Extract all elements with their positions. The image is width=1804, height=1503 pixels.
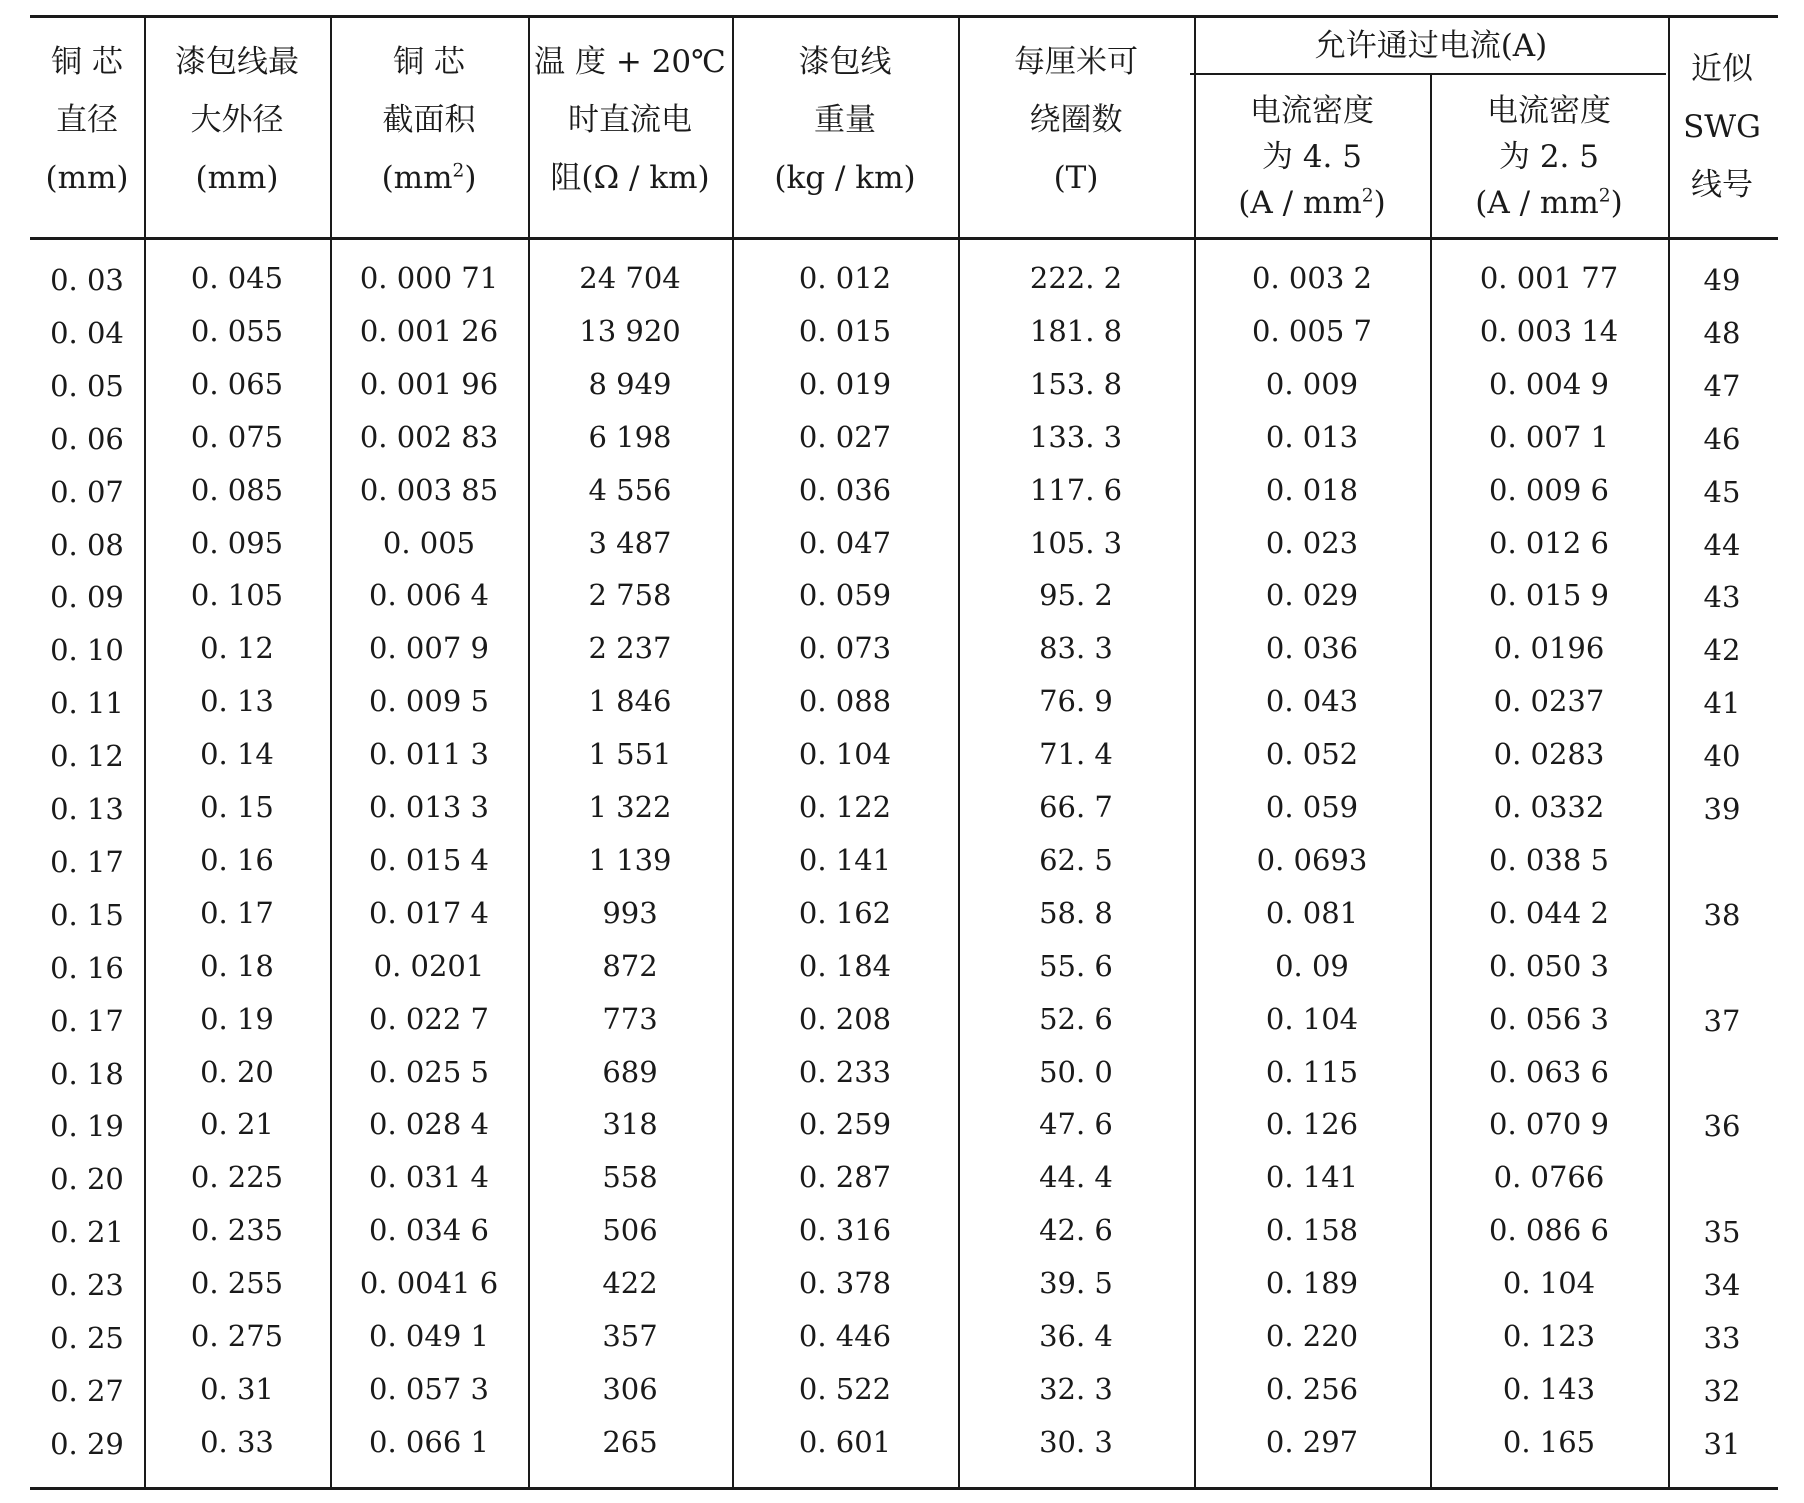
cell-core-diameter: 0. 21 [50,1215,124,1250]
cell-current-density-4-5: 0. 115 [1265,1054,1359,1089]
cell-wire-weight: 0. 522 [798,1371,892,1406]
cell-current-density-4-5: 0. 0693 [1256,842,1368,877]
cell-wire-weight: 0. 601 [798,1424,892,1459]
header-core-diameter: 铜 芯 直径 (mm) [45,44,129,196]
cell-current-density-2-5: 0. 009 6 [1489,472,1609,507]
cell-current-density-4-5: 0. 104 [1265,1001,1359,1036]
cell-swg-number: 46 [1703,421,1741,456]
header-swg-number: 近似 SWG 线号 [1683,51,1761,203]
cell-dc-resistance: 318 [602,1107,658,1142]
cell-current-density-4-5: 0. 013 [1265,419,1359,454]
cell-core-diameter: 0. 03 [50,263,124,297]
cell-current-density-2-5: 0. 143 [1502,1371,1596,1406]
cell-dc-resistance: 24 704 [579,261,681,295]
cell-wire-weight: 0. 036 [798,472,892,507]
cell-dc-resistance: 506 [602,1213,658,1248]
group-rule [1190,73,1666,75]
cell-turns-per-cm: 76. 9 [1039,684,1113,719]
cell-dc-resistance: 13 920 [579,313,681,348]
cell-max-outer-diameter: 0. 255 [190,1266,284,1301]
cell-cross-section-area: 0. 034 6 [369,1213,489,1248]
cell-dc-resistance: 1 322 [588,790,672,824]
cell-current-density-4-5: 0. 059 [1265,790,1359,824]
header-rule [30,237,1778,240]
cell-cross-section-area: 0. 017 4 [369,895,489,930]
cell-wire-weight: 0. 088 [798,684,892,719]
cell-cross-section-area: 0. 002 83 [359,419,499,454]
cell-cross-section-area: 0. 001 26 [359,313,499,348]
cell-current-density-4-5: 0. 003 2 [1252,261,1372,295]
header-turns-per-cm: 每厘米可 绕圈数 (T) [1014,44,1138,196]
cell-wire-weight: 0. 162 [798,895,892,930]
cell-core-diameter: 0. 15 [50,897,124,932]
cell-max-outer-diameter: 0. 045 [190,261,284,295]
cell-turns-per-cm: 47. 6 [1039,1107,1113,1142]
cell-current-density-4-5: 0. 023 [1265,525,1359,560]
cell-core-diameter: 0. 10 [50,633,124,668]
cell-wire-weight: 0. 141 [798,842,892,877]
cell-current-density-4-5: 0. 126 [1265,1107,1359,1142]
cell-current-density-4-5: 0. 052 [1265,737,1359,772]
cell-dc-resistance: 8 949 [588,366,672,401]
cell-wire-weight: 0. 287 [798,1160,892,1195]
cell-turns-per-cm: 50. 0 [1039,1054,1113,1089]
cell-wire-weight: 0. 059 [798,578,892,613]
cell-max-outer-diameter: 0. 235 [190,1213,284,1248]
cell-swg-number: 38 [1703,897,1741,932]
cell-core-diameter: 0. 12 [50,739,124,774]
cell-current-density-2-5: 0. 050 3 [1489,948,1609,983]
cell-turns-per-cm: 133. 3 [1029,419,1123,454]
cell-cross-section-area: 0. 013 3 [369,790,489,824]
cell-core-diameter: 0. 06 [50,421,124,456]
cell-wire-weight: 0. 019 [798,366,892,401]
cell-turns-per-cm: 32. 3 [1039,1371,1113,1406]
cell-cross-section-area: 0. 011 3 [369,737,489,772]
cell-current-density-4-5: 0. 018 [1265,472,1359,507]
cell-max-outer-diameter: 0. 18 [200,948,274,983]
cell-swg-number: 44 [1703,527,1741,562]
cell-core-diameter: 0. 17 [50,1003,124,1038]
cell-current-density-2-5: 0. 0283 [1493,737,1605,772]
cell-swg-number: 32 [1703,1373,1741,1408]
cell-cross-section-area: 0. 015 4 [369,842,489,877]
cell-current-density-4-5: 0. 189 [1265,1266,1359,1301]
cell-current-density-2-5: 0. 001 77 [1479,261,1619,295]
cell-max-outer-diameter: 0. 225 [190,1160,284,1195]
cell-max-outer-diameter: 0. 275 [190,1319,284,1353]
header-allowed-current-group: 允许通过电流(A) [1314,28,1548,64]
cell-dc-resistance: 2 237 [588,631,672,666]
cell-core-diameter: 0. 20 [50,1162,124,1197]
cell-turns-per-cm: 44. 4 [1039,1160,1113,1195]
cell-cross-section-area: 0. 025 5 [369,1054,489,1089]
cell-max-outer-diameter: 0. 13 [200,684,274,719]
cell-cross-section-area: 0. 006 4 [369,578,489,613]
cell-swg-number: 36 [1703,1109,1741,1144]
cell-max-outer-diameter: 0. 20 [200,1054,274,1089]
cell-wire-weight: 0. 378 [798,1266,892,1301]
cell-cross-section-area: 0. 005 [382,525,476,560]
cell-core-diameter: 0. 04 [50,315,124,350]
cell-dc-resistance: 306 [602,1371,658,1406]
cell-turns-per-cm: 222. 2 [1029,261,1123,295]
cell-current-density-2-5: 0. 070 9 [1489,1107,1609,1142]
cell-dc-resistance: 1 846 [588,684,672,719]
header-density-4-5: 电流密度 为 4. 5 $(A / mm^2)$ [1238,93,1386,221]
cell-current-density-2-5: 0. 056 3 [1489,1001,1609,1036]
cell-cross-section-area: 0. 000 71 [359,261,499,295]
cell-turns-per-cm: 62. 5 [1039,842,1113,877]
cell-turns-per-cm: 30. 3 [1039,1424,1113,1459]
cell-dc-resistance: 1 139 [588,842,672,877]
cell-swg-number: 39 [1703,792,1741,826]
cell-cross-section-area: 0. 049 1 [369,1319,489,1353]
cell-turns-per-cm: 52. 6 [1039,1001,1113,1036]
cell-turns-per-cm: 95. 2 [1039,578,1113,613]
header-wire-weight: 漆包线 重量 (kg / km) [774,44,916,196]
cell-dc-resistance: 558 [602,1160,658,1195]
cell-swg-number: 40 [1703,739,1741,774]
cell-current-density-4-5: 0. 005 7 [1252,313,1372,348]
cell-cross-section-area: 0. 0201 [373,948,485,983]
header-dc-resistance: 温 度 + 20℃ 时直流电 阻(Ω / km) [534,44,726,196]
cell-wire-weight: 0. 446 [798,1319,892,1353]
cell-turns-per-cm: 153. 8 [1029,366,1123,401]
cell-dc-resistance: 265 [602,1424,658,1459]
cell-swg-number: 47 [1703,368,1741,403]
cell-wire-weight: 0. 104 [798,737,892,772]
cell-wire-weight: 0. 027 [798,419,892,454]
cell-cross-section-area: 0. 007 9 [369,631,489,666]
top-rule [30,15,1778,18]
cell-wire-weight: 0. 208 [798,1001,892,1036]
cell-dc-resistance: 3 487 [588,525,672,560]
cell-max-outer-diameter: 0. 055 [190,313,284,348]
cell-current-density-2-5: 0. 0332 [1493,790,1605,824]
cell-turns-per-cm: 117. 6 [1029,472,1123,507]
cell-current-density-2-5: 0. 123 [1502,1319,1596,1353]
bottom-rule [30,1487,1778,1490]
cell-swg-number: 37 [1703,1003,1741,1038]
cell-current-density-2-5: 0. 038 5 [1489,842,1609,877]
cell-turns-per-cm: 36. 4 [1039,1319,1113,1353]
cell-current-density-2-5: 0. 165 [1502,1424,1596,1459]
header-cross-section-area: 铜 芯 截面积 $(mm^2)$ [381,44,477,196]
cell-max-outer-diameter: 0. 21 [200,1107,274,1142]
cell-current-density-4-5: 0. 043 [1265,684,1359,719]
cell-current-density-4-5: 0. 081 [1265,895,1359,930]
cell-turns-per-cm: 39. 5 [1039,1266,1113,1301]
cell-core-diameter: 0. 09 [50,580,124,615]
cell-core-diameter: 0. 19 [50,1109,124,1144]
cell-turns-per-cm: 71. 4 [1039,737,1113,772]
cell-swg-number: 34 [1703,1268,1741,1303]
cell-max-outer-diameter: 0. 12 [200,631,274,666]
cell-swg-number: 35 [1703,1215,1741,1250]
cell-cross-section-area: 0. 003 85 [359,472,499,507]
cell-swg-number: 33 [1703,1321,1741,1355]
cell-core-diameter: 0. 29 [50,1426,124,1461]
cell-core-diameter: 0. 23 [50,1268,124,1303]
cell-current-density-4-5: 0. 141 [1265,1160,1359,1195]
cell-core-diameter: 0. 07 [50,474,124,509]
cell-current-density-2-5: 0. 0196 [1493,631,1605,666]
cell-max-outer-diameter: 0. 105 [190,578,284,613]
cell-current-density-2-5: 0. 007 1 [1489,419,1609,454]
cell-dc-resistance: 689 [602,1054,658,1089]
cell-wire-weight: 0. 073 [798,631,892,666]
cell-current-density-2-5: 0. 015 9 [1489,578,1609,613]
cell-swg-number: 49 [1703,263,1741,297]
cell-current-density-4-5: 0. 256 [1265,1371,1359,1406]
cell-wire-weight: 0. 316 [798,1213,892,1248]
cell-cross-section-area: 0. 0041 6 [359,1266,499,1301]
cell-current-density-2-5: 0. 012 6 [1489,525,1609,560]
cell-wire-weight: 0. 015 [798,313,892,348]
cell-current-density-2-5: 0. 044 2 [1489,895,1609,930]
cell-current-density-4-5: 0. 297 [1265,1424,1359,1459]
cell-core-diameter: 0. 17 [50,844,124,879]
cell-core-diameter: 0. 16 [50,950,124,985]
cell-max-outer-diameter: 0. 16 [200,842,274,877]
cell-max-outer-diameter: 0. 33 [200,1424,274,1459]
cell-current-density-2-5: 0. 086 6 [1489,1213,1609,1248]
cell-wire-weight: 0. 012 [798,261,892,295]
cell-dc-resistance: 422 [602,1266,658,1301]
header-max-outer-diameter: 漆包线最 大外径 (mm) [175,44,299,196]
cell-core-diameter: 0. 25 [50,1321,124,1355]
cell-dc-resistance: 773 [602,1001,658,1036]
cell-dc-resistance: 2 758 [588,578,672,613]
cell-wire-weight: 0. 184 [798,948,892,983]
cell-current-density-4-5: 0. 220 [1265,1319,1359,1353]
cell-current-density-4-5: 0. 029 [1265,578,1359,613]
cell-max-outer-diameter: 0. 095 [190,525,284,560]
cell-turns-per-cm: 105. 3 [1029,525,1123,560]
cell-swg-number: 45 [1703,474,1741,509]
cell-cross-section-area: 0. 009 5 [369,684,489,719]
cell-cross-section-area: 0. 031 4 [369,1160,489,1195]
cell-current-density-2-5: 0. 104 [1502,1266,1596,1301]
cell-max-outer-diameter: 0. 14 [200,737,274,772]
cell-dc-resistance: 872 [602,948,658,983]
cell-core-diameter: 0. 13 [50,792,124,826]
cell-current-density-4-5: 0. 009 [1265,366,1359,401]
cell-wire-weight: 0. 047 [798,525,892,560]
cell-wire-weight: 0. 122 [798,790,892,824]
cell-wire-weight: 0. 233 [798,1054,892,1089]
cell-current-density-4-5: 0. 09 [1275,948,1349,983]
cell-max-outer-diameter: 0. 19 [200,1001,274,1036]
cell-core-diameter: 0. 05 [50,368,124,403]
cell-core-diameter: 0. 18 [50,1056,124,1091]
cell-core-diameter: 0. 27 [50,1373,124,1408]
cell-swg-number: 48 [1703,315,1741,350]
cell-current-density-2-5: 0. 004 9 [1489,366,1609,401]
cell-dc-resistance: 993 [602,895,658,930]
cell-current-density-2-5: 0. 003 14 [1479,313,1619,348]
cell-max-outer-diameter: 0. 065 [190,366,284,401]
cell-swg-number: 41 [1703,686,1741,721]
cell-core-diameter: 0. 08 [50,527,124,562]
cell-cross-section-area: 0. 057 3 [369,1371,489,1406]
cell-cross-section-area: 0. 066 1 [369,1424,489,1459]
cell-max-outer-diameter: 0. 17 [200,895,274,930]
cell-max-outer-diameter: 0. 31 [200,1371,274,1406]
cell-cross-section-area: 0. 001 96 [359,366,499,401]
cell-current-density-2-5: 0. 0766 [1493,1160,1605,1195]
cell-dc-resistance: 4 556 [588,472,672,507]
cell-core-diameter: 0. 11 [50,686,124,721]
cell-dc-resistance: 6 198 [588,419,672,454]
cell-current-density-2-5: 0. 063 6 [1489,1054,1609,1089]
cell-dc-resistance: 1 551 [588,737,672,772]
cell-turns-per-cm: 58. 8 [1039,895,1113,930]
cell-dc-resistance: 357 [602,1319,658,1353]
cell-turns-per-cm: 83. 3 [1039,631,1113,666]
cell-current-density-2-5: 0. 0237 [1493,684,1605,719]
cell-turns-per-cm: 42. 6 [1039,1213,1113,1248]
header-density-2-5: 电流密度 为 2. 5 $(A / mm^2)$ [1475,93,1623,221]
cell-max-outer-diameter: 0. 15 [200,790,274,824]
cell-current-density-4-5: 0. 158 [1265,1213,1359,1248]
cell-turns-per-cm: 181. 8 [1029,313,1123,348]
cell-cross-section-area: 0. 028 4 [369,1107,489,1142]
cell-max-outer-diameter: 0. 075 [190,419,284,454]
cell-turns-per-cm: 55. 6 [1039,948,1113,983]
cell-swg-number: 42 [1703,633,1741,668]
cell-wire-weight: 0. 259 [798,1107,892,1142]
cell-max-outer-diameter: 0. 085 [190,472,284,507]
cell-current-density-4-5: 0. 036 [1265,631,1359,666]
cell-cross-section-area: 0. 022 7 [369,1001,489,1036]
cell-swg-number: 31 [1703,1426,1741,1461]
cell-swg-number: 43 [1703,580,1741,615]
cell-turns-per-cm: 66. 7 [1039,790,1113,824]
